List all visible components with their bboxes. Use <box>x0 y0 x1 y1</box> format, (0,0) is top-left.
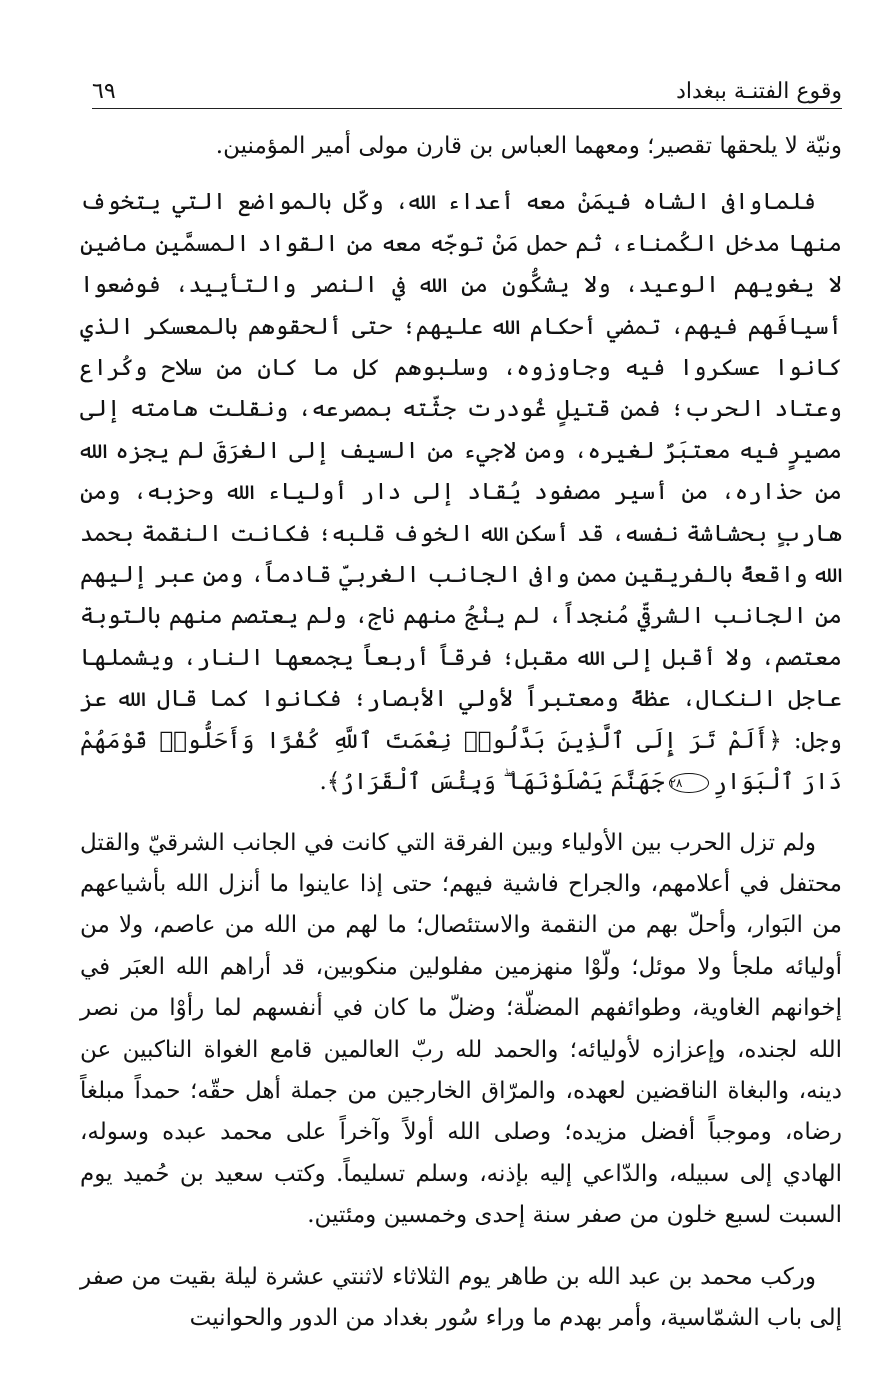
running-title: وقوع الفتنـة ببغداد <box>676 79 842 104</box>
paragraph-3: ولم تزل الحرب بين الأولياء وبين الفرقة التي كانت في الجانب الشرقيّ والقتل محتفل في أعلامهم، والجراح فاشية فيهم؛ حتى إذا عاينوا ما أنزل الله بأشياعهم من البَوار، وأحلّ بهم من النقمة والاستئصال؛ ما لهم من الله من عاصم، ولا من أوليائه ملجأ ولا موئل؛ ولّوْا منهزمين مفلولين منكوبين، قد أراهم الله العبَر في إخوانهم الغاوية، وطوائفهم المضلّة؛ وضلّ ما كان في أنفسهم لما رأوْا من نصر الله لجنده، وإعزازه لأوليائه؛ والحمد لله ربّ العالمين قامع الغواة الناكبين عن دينه، والبغاة الناقضين لعهده، والمرّاق الخارجين من جملة أهل حقّه؛ حمداً مبلغاً رضاه، وموجباً أفضل مزيده؛ وصلى الله أولاً وآخراً على محمد عبده وسوله، الهادي إلى سبيله، والدّاعي إليه بإذنه، وسلم تسليماً. وكتب سعيد بن حُميد يوم السبت لسبع خلون من صفر سنة إحدى وخمسين ومئتين. <box>80 829 842 1229</box>
body-text <box>80 126 842 1339</box>
ayah-number-marker: ٢٨ <box>669 773 710 793</box>
quran-verse-part-1: ﴿أَلَمْ تَرَ إِلَى ٱلَّذِينَ بَدَّلُوا۟ نِعْمَتَ ٱللَّهِ كُفْرًا وَأَحَلُّوا۟ قَوْمَهُمْ دَارَ ٱلْبَوَارِ <box>80 727 842 796</box>
paragraph-4: وركب محمد بن عبد الله بن طاهر يوم الثلاثاء لاثنتي عشرة ليلة بقيت من صفر إلى باب الشمّاسية، وأمر بهدم ما وراء سُور بغداد من الدور والحوانيت <box>80 1263 842 1331</box>
paragraph-1: ونيّة لا يلحقها تقصير؛ ومعهما العباس بن قارن مولى أمير المؤمنين. <box>215 133 842 159</box>
paragraph-2 <box>80 182 842 803</box>
paragraph-2-text: فلماوافى الشاه فيمَنْ معه أعداء الله، وكّل بالمواضع التي يتخوف منها مدخل الكُمناء، ثم حمل مَنْ توجّه معه من القواد المسمَّين ماضين لا يغويهم الوعيد، ولا يشكُّون من الله في النصر والتأييد، فوضعوا أسيافَهم فيهم، تمضي أحكام الله عليهم؛ حتى ألحقوهم بالمعسكر الذي كانوا عسكروا فيه وجاوزوه، وسلبوهم كل ما كان من سلاح وكُراع وعتاد الحرب؛ فمن قتيلٍ غُودرت جثّته بمصرعه، ونقلت هامته إلى مصيرٍ فيه معتبَرٌ لغيره، ومن لاجيء من السيف إلى الغرَقَ لم يجزه الله من حذاره، من أسير مصفود يُقاد إلى دار أولياء الله وحزبه، ومن هاربٍ بحشاشة نفسه، قد أسكن الله الخوف قلبه؛ فكانت النقمة بحمد الله واقعةً بالفريقين ممن وافى الجانب الغربيّ قادماً، ومن عبر إليهم من الجانب الشرقيّ مُنجداً، لم ينْجُ منهم ناج، ولم يعتصم منهم بالتوبة معتصم، ولا أقبل إلى الله مقبل؛ فرقاً أربعاً يجمعها النار، ويشملها عاجل النكال، عظةً ومعتبراً لأولي الأبصار؛ فكانوا كما قال الله عز وجل: <box>80 189 843 754</box>
quran-verse-part-2: جَهَنَّمَ يَصْلَوْنَهَا ۖ وَبِئْسَ ٱلْقَرَارُ﴾. <box>319 769 665 796</box>
page-header <box>92 64 842 104</box>
page-number: ٦٩ <box>92 79 116 104</box>
header-rule <box>92 108 842 109</box>
